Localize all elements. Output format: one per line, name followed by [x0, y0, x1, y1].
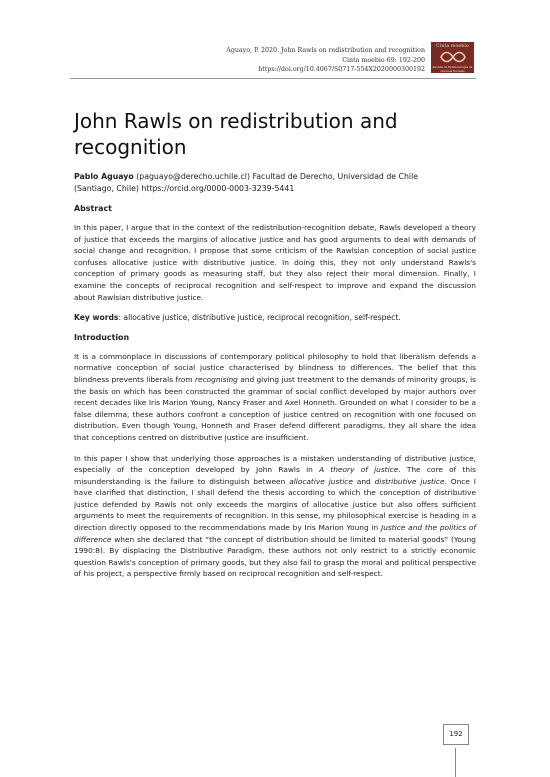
author-name: Pablo Aguayo [74, 172, 134, 181]
citation-line: Aguayo, P. 2020. John Rawls on redistribution and recognition [226, 47, 425, 54]
introduction-heading: Introduction [74, 332, 130, 342]
page-number-rule [455, 748, 456, 777]
abstract-heading: Abstract [74, 204, 112, 213]
header-divider [70, 78, 476, 79]
book-title-theory-of-justice: A theory of justice [319, 465, 399, 475]
author-affiliation-cont: (Santiago, Chile) https://orcid.org/0000-0003-3239-5441 [74, 184, 295, 193]
citation-header [226, 46, 425, 75]
keywords-label: Key words [74, 313, 119, 323]
page-number: 192 [443, 724, 469, 745]
article-title: John Rawls on redistribution and recognition [74, 109, 398, 159]
book-title-justice-politics-difference: Justice and the politics of difference [74, 523, 477, 544]
intro-paragraph-2: In this paper I show that underlying those approaches is a mistaken understanding of distributive justice, especially of the conception developed by John Rawls in A theory of justice. The core of this misunderstanding is the failure to distinguish between allocative justice and distributive justice. Once I have clarified that distinction, I shall defend the thesis according to which the conception of distributive justice defended by Rawls not only exceeds the margins of allocative justice but also offers sufficient arguments to meet the requirements of recognition. In this sense, my philosophical exercise is heading in a direction directly opposed to the recommendations made by Iris Marion Young in Justice and the politics of difference when she declared that “the concept of distribution should be limited to material goods” (Young 1990:8). By displacing the Distributive Paradigm, these authors not only restrict to a strictly economic question Rawls's conception of primary goods, but they also fail to grasp the moral and political perspective of his project, a perspective firmly based on reciprocal recognition and self-respect. [74, 453, 477, 579]
logo-subtitle: Revista de Epistemología de Ciencias Sociales [432, 65, 473, 73]
journal-issue-line: Cinta moebio 69: 192-200 [342, 56, 425, 64]
abstract-paragraph: In this paper, I argue that in the context of the redistribution-recognition debate, Rawls developed a theory of justice that exceeds the margins of allocative justice and has good arguments to deal with demands of social change and recognition. I propose that some criticism of the Rawlsian conception of social justice confuses allocative justice with distributive justice. In doing this, they not only understand Rawls's conception of primary goods as measuring staff, but they also reject their moral dimension. Finally, I examine the concepts of reciprocal recognition and self-respect to improve and expand the discussion about Rawlsian distributive justice. [74, 223, 476, 302]
emphasis-distributive-justice: distributive justice [374, 476, 445, 486]
author-block [74, 171, 476, 195]
keywords-line [74, 312, 476, 324]
doi-link[interactable]: https://doi.org/10.4067/S0717-554X2020000300192 [258, 66, 425, 73]
emphasis-allocative-justice: allocative justice [289, 476, 353, 486]
keywords-list: : allocative justice, distributive justice, reciprocal recognition, self-respect. [118, 313, 401, 323]
author-affiliation: (paguayo@derecho.uchile.cl) Facultad de Derecho, Universidad de Chile [136, 172, 419, 181]
intro-paragraph-1: It is a commonplace in discussions of contemporary political philosophy to hold that liberalism defends a normative conception of social justice characterised by blindness to differences. The belief that this blindness prevents liberals from recognising and giving just treatment to the demands of minority groups, is the basis on which has been constructed the grammar of social conflict developed by major authors over recent decades like Iris Marion Young, Nancy Fraser and Axel Honneth. Grounded on what I consider to be a false dilemma, these authors confront a conception of justice centred on recognition with one focused on distribution. Even though Young, Honneth and Fraser defend different paradigms, they all share the idea that conceptions centred on distributive justice are insufficient. [74, 351, 476, 442]
mobius-strip-icon [438, 50, 468, 64]
journal-logo [431, 42, 474, 73]
article-body [74, 108, 476, 580]
emphasis-recognising: recognising [195, 374, 238, 384]
logo-title: Cinta moebio [436, 44, 469, 49]
